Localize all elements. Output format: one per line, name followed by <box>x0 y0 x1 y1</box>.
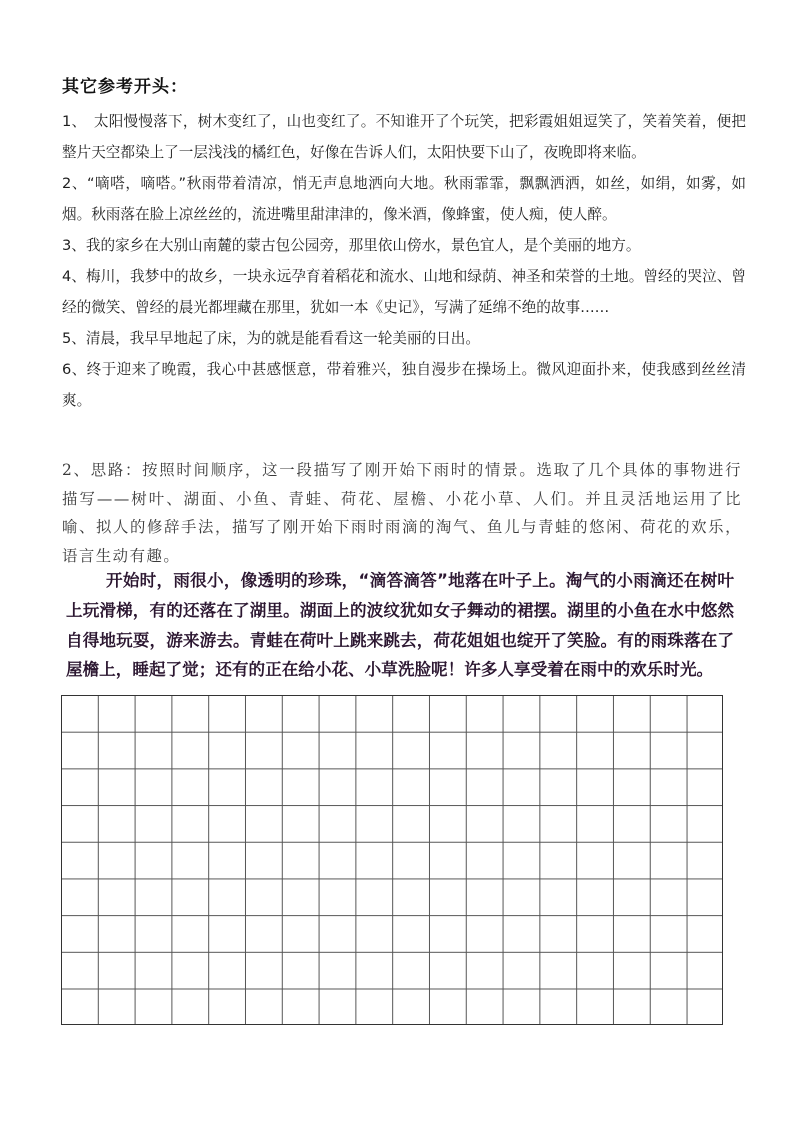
opening-example: 1、 太阳慢慢落下，树木变红了，山也变红了。不知谁开了个玩笑，把彩霞姐姐逗笑了，笑着笑着，便把整片天空都染上了一层浅浅的橘红色，好像在告诉人们，太阳快要下山了，夜晚即将来临。 <box>62 113 746 161</box>
writing-approach-note: 2、思路：按照时间顺序，这一段描写了刚开始下雨时的情景。选取了几个具体的事物进行描写——树叶、湖面、小鱼、青蛙、荷花、屋檐、小花小草、人们。并且灵活地运用了比喻、拟人的修辞手法，描写了刚开始下雨时雨滴的淘气、鱼儿与青蛙的悠闲、荷花的欢乐，语言生动有趣。 <box>62 461 742 565</box>
opening-example: 6、终于迎来了晚霞，我心中甚感惬意，带着雅兴，独自漫步在操场上。微风迎面扑来，使我感到丝丝清爽。 <box>62 361 746 409</box>
opening-example: 3、我的家乡在大别山南麓的蒙古包公园旁，那里依山傍水，景色宜人，是个美丽的地方。 <box>62 237 641 254</box>
writing-grid[interactable] <box>61 695 723 1025</box>
model-paragraph: 开始时，雨很小，像透明的珍珠，“滴答滴答”地落在叶子上。淘气的小雨滴还在树叶上玩滑梯，有的还落在了湖里。湖面上的波纹犹如女子舞动的裙摆。湖里的小鱼在水中悠然自得地玩耍，游来游去。青蛙在荷叶上跳来跳去，荷花姐姐也绽开了笑脸。有的雨珠落在了屋檐上，睡起了觉；还有的正在给小花、小草洗脸呢！许多人享受着在雨中的欢乐时光。 <box>66 571 734 680</box>
opening-example: 2、“嘀嗒，嘀嗒。”秋雨带着清凉，悄无声息地洒向大地。秋雨霏霏，飘飘洒洒，如丝，如绢，如雾，如烟。秋雨落在脸上凉丝丝的，流进嘴里甜津津的，像米酒，像蜂蜜，使人痴，使人醉。 <box>62 175 746 223</box>
opening-example: 4、梅川，我梦中的故乡，一块永远孕育着稻花和流水、山地和绿荫、神圣和荣誉的土地。曾经的哭泣、曾经的微笑、曾经的晨光都埋藏在那里，犹如一本《史记》，写满了延绵不绝的故事…… <box>62 268 746 316</box>
section-heading: 其它参考开头： <box>62 77 188 97</box>
opening-example: 5、清晨，我早早地起了床，为的就是能看看这一轮美丽的日出。 <box>62 330 480 347</box>
opening-examples-list <box>62 106 746 416</box>
